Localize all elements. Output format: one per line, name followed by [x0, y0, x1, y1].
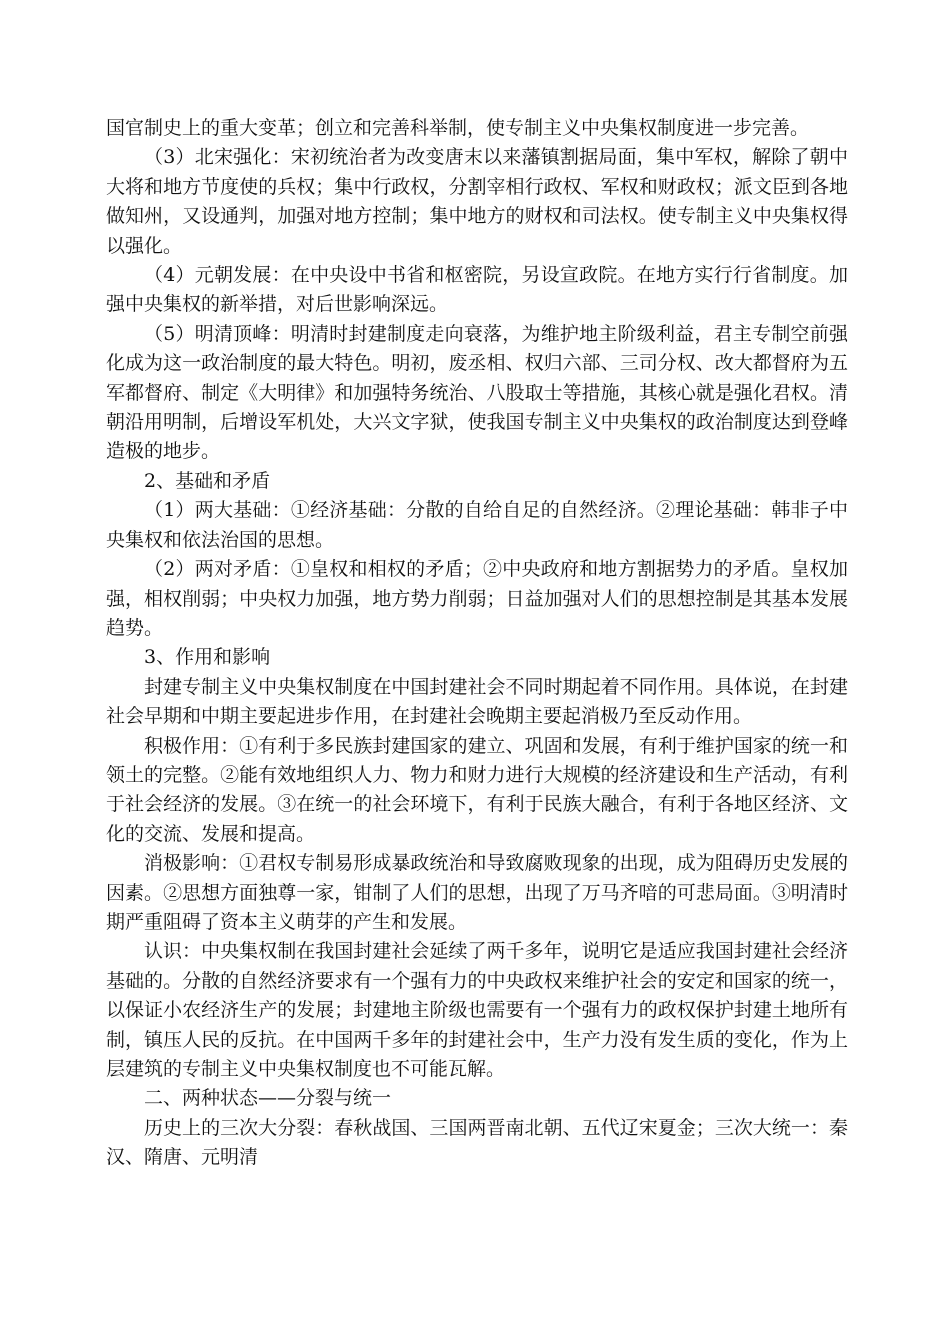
paragraph-ming-qing: （5）明清顶峰：明清时封建制度走向衰落，为维护地主阶级利益，君主专制空前强化成为这一政治制度的最大特色。明初，废丞相、权归六部、三司分权、改大都督府为五军都督府、制定《大明律》和加强特务统治、八股取士等措施，其核心就是强化君权。清朝沿用明制，后增设军机处，大兴文字狱，使我国专制主义中央集权的政治制度达到登峰造极的地步。 — [106, 322, 848, 463]
paragraph-role-overview: 封建专制主义中央集权制度在中国封建社会不同时期起着不同作用。具体说，在封建社会早期和中期主要起进步作用，在封建社会晚期主要起消极乃至反动作用。 — [106, 675, 848, 728]
paragraph-negative-effects: 消极影响：①君权专制易形成暴政统治和导致腐败现象的出现，成为阻碍历史发展的因素。②思想方面独尊一家，钳制了人们的思想，出现了万马齐喑的可悲局面。③明清时期严重阻碍了资本主义萌芽的产生和发展。 — [106, 852, 848, 933]
paragraph-two-contradictions: （2）两对矛盾：①皇权和相权的矛盾；②中央政府和地方割据势力的矛盾。皇权加强，相权削弱；中央权力加强，地方势力削弱；日益加强对人们的思想控制是其基本发展趋势。 — [106, 558, 848, 639]
heading-role-influence: 3、作用和影响 — [144, 646, 271, 669]
paragraph-understanding: 认识：中央集权制在我国封建社会延续了两千多年，说明它是适应我国封建社会经济基础的。分散的自然经济要求有一个强有力的中央政权来维护社会的安定和国家的统一，以保证小农经济生产的发展；封建地主阶级也需要有一个强有力的政权保护封建土地所有制，镇压人民的反抗。在中国两千多年的封建社会中，生产力没有发生质的变化，作为上层建筑的专制主义中央集权制度也不可能瓦解。 — [106, 940, 848, 1080]
paragraph-northern-song: （3）北宋强化：宋初统治者为改变唐末以来藩镇割据局面，集中军权，解除了朝中大将和地方节度使的兵权；集中行政权，分割宰相行政权、军权和财政权；派文臣到各地做知州，又设通判，加强对地方控制；集中地方的财权和司法权。使专制主义中央集权得以强化。 — [106, 146, 848, 257]
paragraph-positive-effects: 积极作用：①有利于多民族封建国家的建立、巩固和发展，有利于维护国家的统一和领土的完整。②能有效地组织人力、物力和财力进行大规模的经济建设和生产活动，有利于社会经济的发展。③在统一的社会环境下，有利于民族大融合，有利于各地区经济、文化的交流、发展和提高。 — [106, 734, 848, 845]
paragraph-divisions-unifications: 历史上的三次大分裂：春秋战国、三国两晋南北朝、五代辽宋夏金；三次大统一：秦汉、隋唐、元明清 — [106, 1116, 848, 1169]
paragraph-officialdom-reform: 国官制史上的重大变革；创立和完善科举制，使专制主义中央集权制度进一步完善。 — [106, 117, 810, 139]
paragraph-yuan-dynasty: （4）元朝发展：在中央设中书省和枢密院，另设宣政院。在地方实行行省制度。加强中央集权的新举措，对后世影响深远。 — [106, 264, 848, 316]
heading-foundations-contradictions: 2、基础和矛盾 — [144, 469, 271, 492]
document-body — [106, 114, 848, 1173]
heading-division-unification: 二、两种状态——分裂与统一 — [144, 1087, 392, 1110]
paragraph-two-foundations: （1）两大基础：①经济基础：分散的自给自足的自然经济。②理论基础：韩非子中央集权和依法治国的思想。 — [106, 499, 848, 551]
